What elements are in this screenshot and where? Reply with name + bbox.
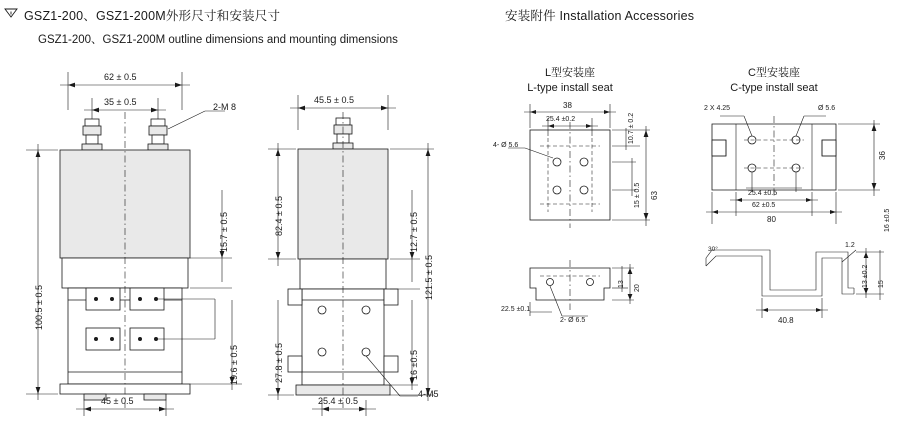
cseat-dim-bottom: 40.8 [778,316,794,325]
front-dim-right-lower: 19.6 ± 0.5 [229,345,239,385]
side-dim-left-upper: 82.4 ± 0.5 [274,196,284,236]
side-dim-top: 45.5 ± 0.5 [314,95,354,105]
lseat-dim-side-20: 20 [634,284,641,292]
front-callout-terminal: 2-M 8 [213,102,237,112]
c-type-label-cn: C型安装座 [748,67,800,79]
left-title-cn: GSZ1-200、GSZ1-200M外形尺寸和安装尺寸 [24,9,281,23]
cseat-dim-13: 13 ±0.2 [862,264,869,288]
cseat-hole-callout-left: 2 X 4.25 [704,105,731,112]
lseat-dim-right-mid: 15 ± 0.5 [634,182,641,208]
side-dim-left-lower: 27.8 ± 0.5 [274,343,284,383]
cseat-dim-36: 36 [878,151,887,160]
cseat-dim-62: 62 ±0.5 [752,202,776,209]
lseat-dim-side-small: 13 [618,280,625,288]
cseat-dim-angle: 30° [708,246,718,253]
right-title: 安装附件 Installation Accessories [505,9,695,23]
l-type-label-en: L-type install seat [527,82,613,94]
cseat-dim-15: 15 [878,280,885,288]
cseat-dim-16: 16 ±0.5 [884,208,891,232]
front-dim-overall-top: 62 ± 0.5 [104,72,137,82]
side-callout-mount: 4-M5 [418,389,439,399]
c-type-label-en: C-type install seat [730,82,818,94]
cseat-dim-80: 80 [767,215,776,224]
side-dim-right-lower: 16 ±0.5 [409,350,419,380]
left-title-en: GSZ1-200、GSZ1-200M outline dimensions and mounting dimensions [38,34,398,46]
front-dim-inner-top: 35 ± 0.5 [104,97,137,107]
side-dim-right-outer: 121.5 ± 0.5 [424,255,434,300]
lseat-dim-top-width: 38 [563,101,572,110]
cseat-dim-thickness: 1.2 [845,242,855,249]
lseat-dim-bottom-left: 22.5 ±0.1 [501,306,531,313]
lseat-hole-callout-bottom: 2- Ø 6.5 [560,317,586,324]
front-dim-right-upper: 15.7 ± 0.5 [219,212,229,252]
l-type-label-cn: L型安装座 [544,67,596,79]
lseat-dim-inner-width: 25.4 ±0.2 [546,116,576,123]
cseat-hole-callout-right: Ø 5.6 [818,105,836,112]
side-dim-bottom: 25.4 ± 0.5 [318,396,358,406]
front-dim-height: 100.5 ± 0.5 [34,285,44,330]
front-dim-bottom: 45 ± 0.5 [101,396,134,406]
lseat-hole-callout-top: 4- Ø 5.6 [493,142,519,149]
side-dim-right-upper: 12.7 ± 0.5 [409,212,419,252]
lseat-dim-right-outer: 63 [650,191,659,200]
lseat-dim-right-top: 10.7 ± 0.2 [628,112,635,144]
cseat-dim-254: 25.4 ±0.5 [748,190,778,197]
